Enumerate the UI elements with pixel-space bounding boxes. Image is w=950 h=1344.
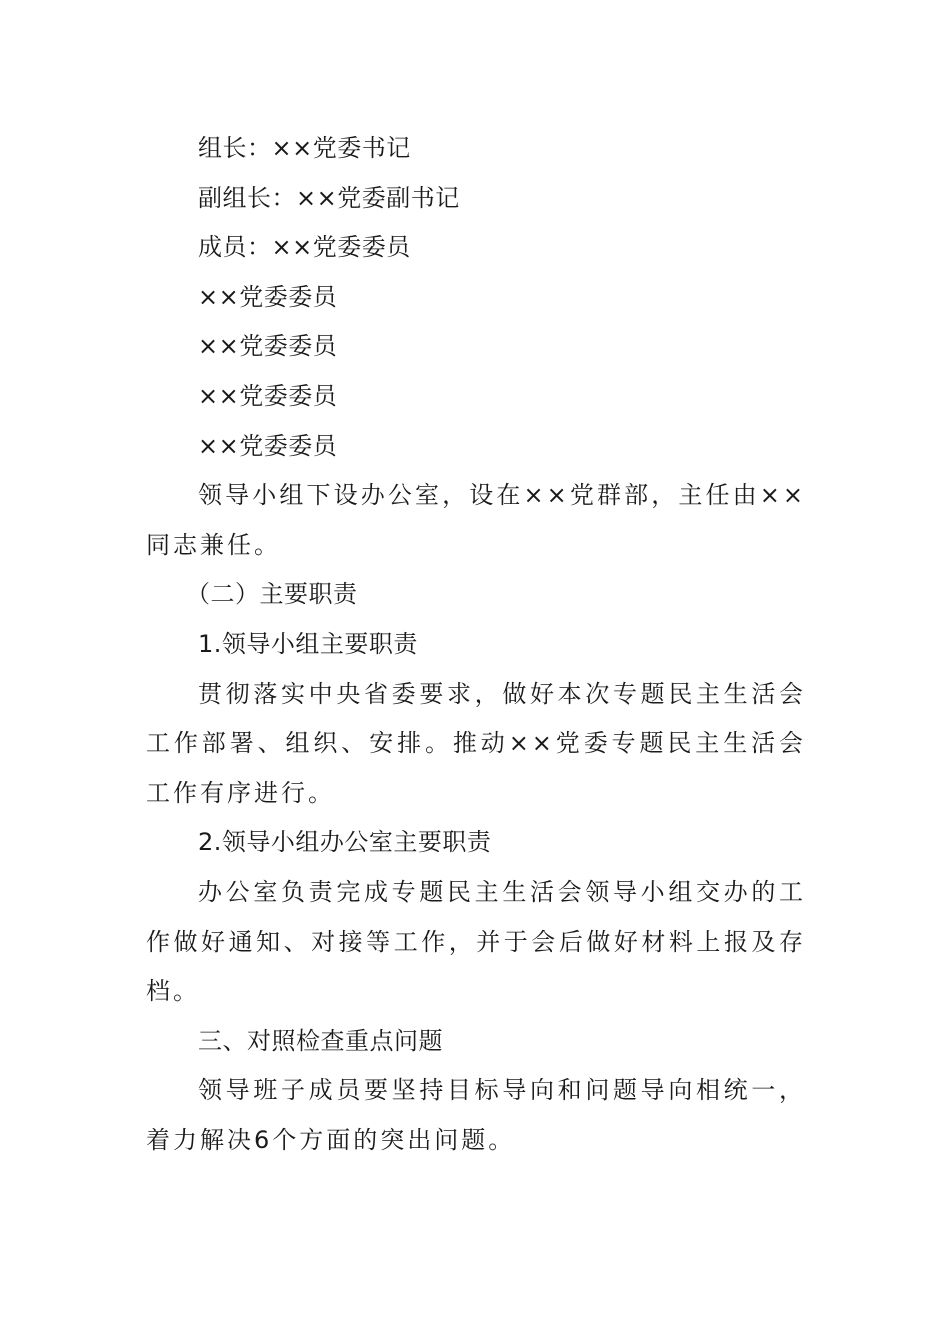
member-line: ××党委委员 [198, 332, 338, 361]
duty-2-paragraph: 办公室负责完成专题民主生活会领导小组交办的工作做好通知、对接等工作，并于会后做好材料上报及存档。 [146, 877, 806, 1006]
duty-1-heading: 1.领导小组主要职责 [198, 629, 418, 658]
office-setup-paragraph: 领导小组下设办公室，设在××党群部，主任由××同志兼任。 [146, 481, 806, 559]
duty-2-heading: 2.领导小组办公室主要职责 [198, 828, 492, 857]
duty-1-paragraph: 贯彻落实中央省委要求，做好本次专题民主生活会工作部署、组织、安排。推动××党委专题民主生活会工作有序进行。 [146, 679, 806, 807]
leader-line: 组长：××党委书记 [198, 134, 411, 162]
member-line: ××党委委员 [198, 431, 338, 460]
member-line: ××党委委员 [198, 381, 338, 410]
members-intro-line: 成员：××党委委员 [198, 233, 411, 262]
section-two-heading: （二）主要职责 [186, 580, 358, 609]
document-body [146, 124, 806, 1165]
section-three-heading: 三、对照检查重点问题 [198, 1026, 443, 1055]
member-line: ××党委委员 [198, 282, 338, 311]
deputy-leader-line: 副组长：××党委副书记 [198, 183, 460, 212]
section-three-paragraph: 领导班子成员要坚持目标导向和问题导向相统一，着力解决6个方面的突出问题。 [146, 1076, 806, 1154]
